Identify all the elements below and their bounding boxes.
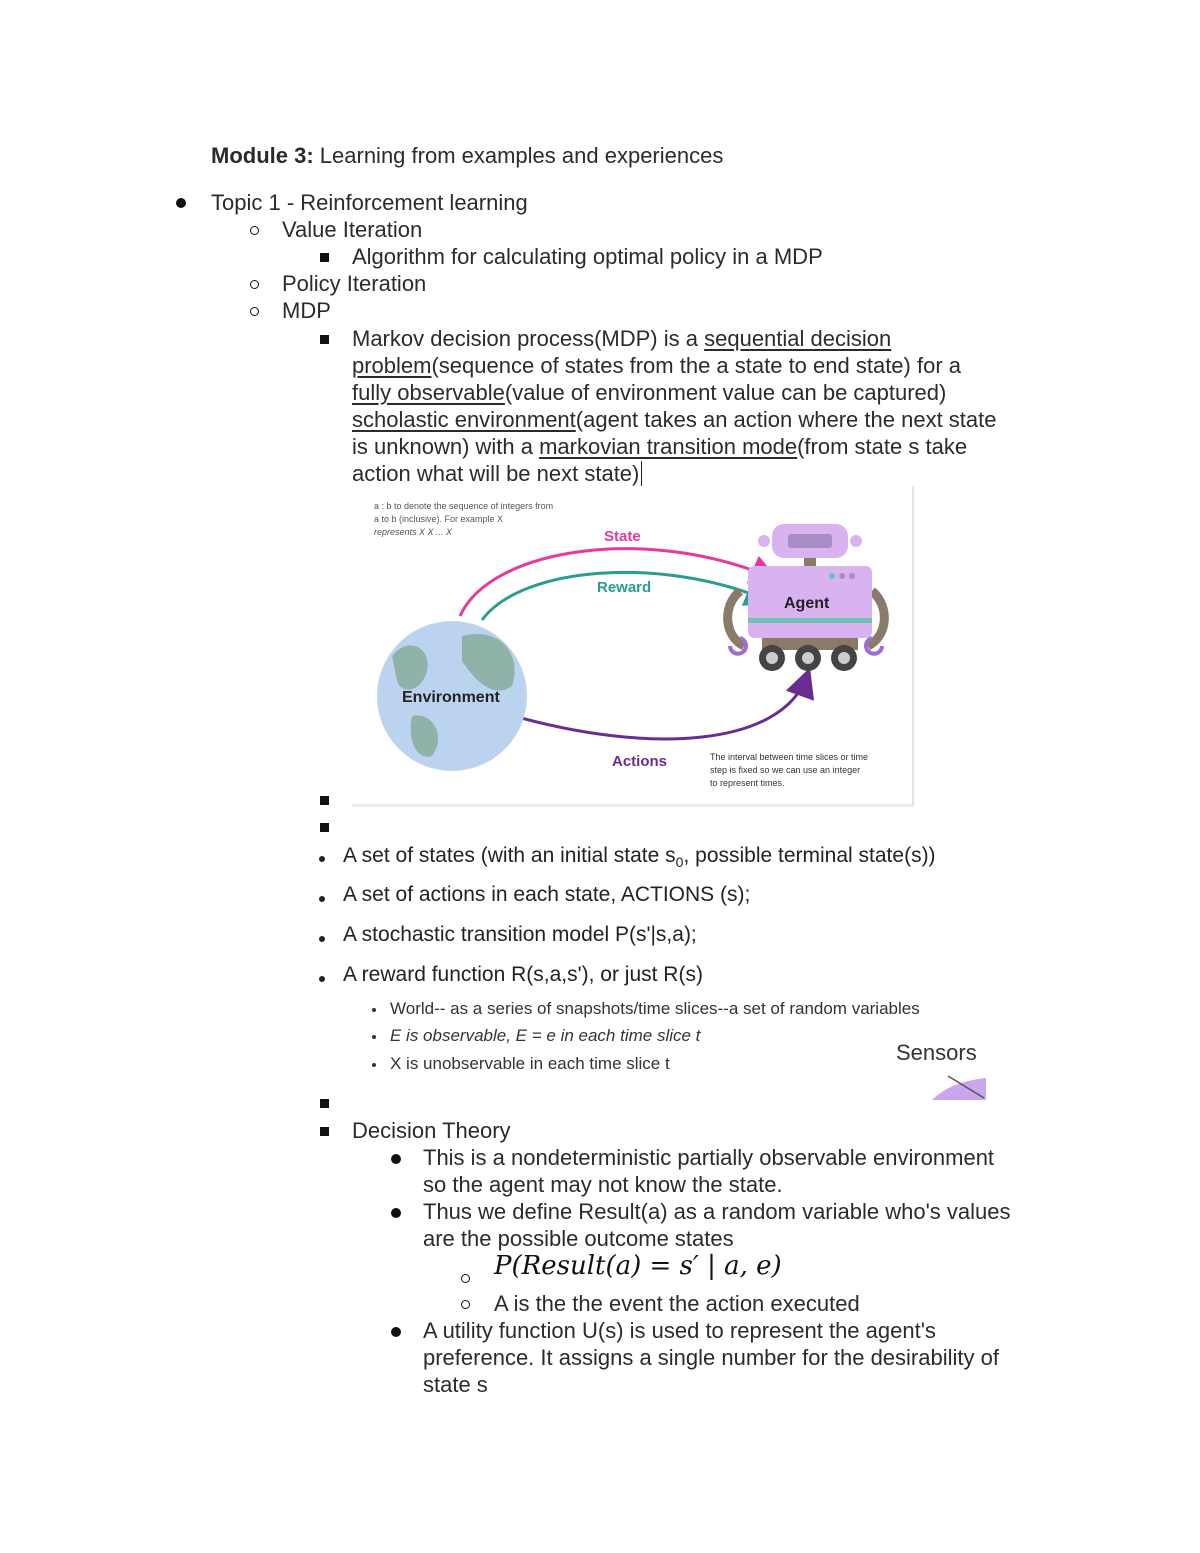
- mdp-line-1: [352, 325, 891, 352]
- note-bottom-3: to represent times.: [710, 778, 785, 788]
- bullet-square: [320, 823, 329, 832]
- note-top-3: represents X X ... X: [374, 527, 453, 537]
- mdp-line-2: [352, 352, 961, 379]
- mdp-diagram: [352, 486, 914, 807]
- bullet-square: [320, 1099, 329, 1108]
- slide-item-text: , possible terminal state(s)): [683, 844, 936, 867]
- dt-item-1-line-2: so the agent may not know the state.: [423, 1172, 783, 1197]
- note-bottom-1: The interval between time slices or time: [710, 752, 869, 762]
- text-cursor: [641, 461, 648, 486]
- term-scholastic-environment: scholastic environment: [352, 407, 576, 432]
- slide-bullet: [319, 856, 325, 862]
- bullet-dot: [391, 1208, 401, 1218]
- sub-item-hidden: X is unobservable in each time slice t: [390, 1054, 670, 1073]
- slide-item-text: A set of states (with an initial state s: [343, 844, 676, 867]
- note-bottom-2: step is fixed so we can use an integer: [710, 765, 861, 775]
- heading-rest: Learning from examples and experiences: [313, 143, 724, 168]
- utility-line-2: preference. It assigns a single number for the desirability of: [423, 1345, 999, 1370]
- mdp-line-6: [352, 460, 649, 487]
- sensor-icon: [896, 1070, 986, 1100]
- bullet-dot: [391, 1154, 401, 1164]
- diagram-svg: [352, 486, 912, 804]
- sensors-label: Sensors: [896, 1040, 977, 1065]
- term-sequential-decision: sequential decision: [704, 326, 892, 351]
- mdp-text-span: action what will be next state): [352, 461, 640, 486]
- sub-bullet: [372, 1063, 376, 1067]
- mdp-text-span: (value of environment value can be captured): [504, 380, 947, 405]
- sub-item-evidence: E is observable, E = e in each time slice t: [390, 1026, 701, 1045]
- note-top-1: a : b to denote the sequence of integers from: [374, 501, 554, 511]
- value-iteration-desc: Algorithm for calculating optimal policy in a MDP: [352, 244, 823, 269]
- bullet-ring: [461, 1274, 470, 1283]
- mdp-text-span: Markov decision process(MDP) is a: [352, 326, 705, 351]
- note-top-2: a to b (inclusive). For example X: [374, 514, 504, 524]
- mdp-text-span: (agent takes an action where the next state: [575, 407, 997, 432]
- subscript-0: 0: [675, 854, 684, 871]
- bullet-dot: [391, 1327, 401, 1337]
- mdp-text-span: (sequence of states from the a state to end state) for a: [431, 353, 961, 378]
- sub-bullet: [372, 1008, 376, 1012]
- slide-item-states: [343, 844, 936, 870]
- utility-line-1: A utility function U(s) is used to represent the agent's: [423, 1318, 936, 1343]
- event-note: A is the the event the action executed: [494, 1291, 860, 1316]
- dt-item-2-line-1: Thus we define Result(a) as a random variable who's values: [423, 1199, 1011, 1224]
- slide-item-actions: A set of actions in each state, ACTIONS (s);: [343, 883, 751, 906]
- value-iteration-text: Value Iteration: [282, 217, 423, 242]
- actions-label: Actions: [612, 753, 668, 770]
- bullet-square: [320, 335, 329, 344]
- topic1-text: Topic 1 - Reinforcement learning: [211, 190, 528, 215]
- mdp-text-span: is unknown) with a: [352, 434, 540, 459]
- agent-label: Agent: [784, 595, 830, 612]
- policy-iteration-text: Policy Iteration: [282, 271, 427, 296]
- bullet-square: [320, 796, 329, 805]
- bullet-square: [320, 253, 329, 262]
- reward-label: Reward: [597, 579, 652, 596]
- slide-bullet: [319, 976, 325, 982]
- bullet-square: [320, 1127, 329, 1136]
- sensors-fragment: [896, 1040, 986, 1100]
- dt-item-2-line-2: are the possible outcome states: [423, 1226, 734, 1251]
- slide-item-reward: A reward function R(s,a,s'), or just R(s): [343, 963, 703, 986]
- bullet-ring: [250, 307, 259, 316]
- sub-bullet: [372, 1035, 376, 1039]
- term-fully-observable: fully observable: [352, 380, 505, 405]
- utility-line-3: state s: [423, 1372, 488, 1397]
- probability-formula: P(Result(a) = s′ | a, e): [494, 1251, 782, 1281]
- sub-item-world: World-- as a series of snapshots/time slices--a set of random variables: [390, 999, 920, 1018]
- mdp-text-span: (from state s take: [797, 434, 968, 459]
- bullet-ring: [250, 226, 259, 235]
- slide-bullet: [319, 896, 325, 902]
- state-label: State: [604, 528, 641, 545]
- heading-bold: Module 3:: [211, 143, 314, 168]
- term-problem: problem: [352, 353, 432, 378]
- slide-item-transition: A stochastic transition model P(s'|s,a);: [343, 923, 697, 946]
- page-heading: [211, 142, 723, 169]
- mdp-text: MDP: [282, 298, 331, 323]
- mdp-line-5: [352, 433, 967, 460]
- decision-theory-text: Decision Theory: [352, 1118, 511, 1143]
- bullet-ring: [461, 1300, 470, 1309]
- dt-item-1-line-1: This is a nondeterministic partially observable environment: [423, 1145, 995, 1170]
- environment-label: Environment: [402, 689, 500, 706]
- slide-bullet: [319, 936, 325, 942]
- mdp-line-4: [352, 406, 997, 433]
- mdp-line-3: [352, 379, 946, 406]
- term-markovian-transition: markovian transition mode: [539, 434, 798, 459]
- bullet-ring: [250, 280, 259, 289]
- bullet-dot: [176, 198, 186, 208]
- actions-arrow-path: [507, 676, 807, 739]
